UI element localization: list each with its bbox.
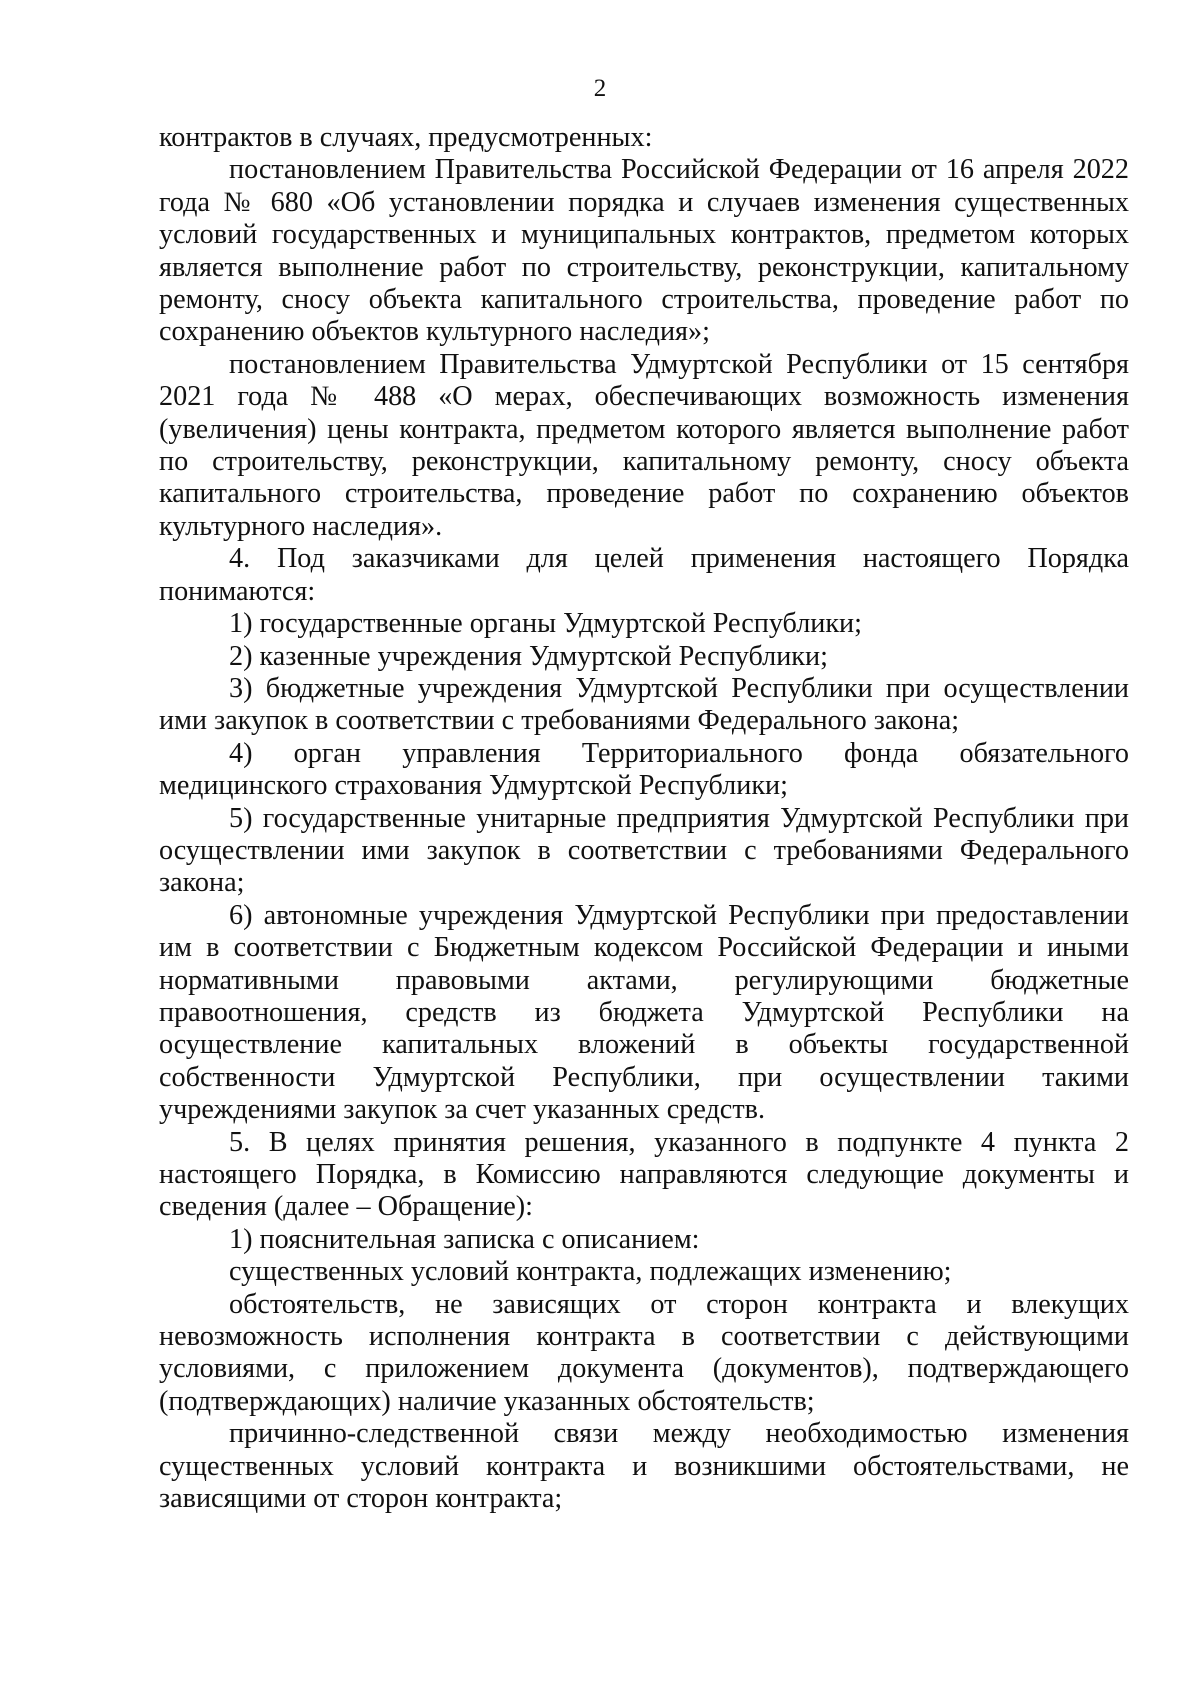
paragraph: контрактов в случаях, предусмотренных:	[159, 122, 653, 153]
paragraph: постановлением Правительства Удмуртской Республики от 15 сентября 2021 года № 488 «О мерах, обеспечивающих возможность изменения (увеличения) цены контракта, предметом которого является выполнение работ по строительству, реконструкции, капитальному ремонту, сносу объекта капитального строительства, проведение работ по сохранению объектов культурного наследия».	[159, 348, 1129, 542]
list-item: 1) государственные органы Удмуртской Республики;	[229, 608, 862, 640]
list-item: 3) бюджетные учреждения Удмуртской Республики при осуществлении ими закупок в соответствии с требованиями Федерального закона;	[159, 672, 1129, 737]
list-item: 6) автономные учреждения Удмуртской Республики при предоставлении им в соответствии с Бюджетным кодексом Российской Федерации и иными нормативными правовыми актами, регулирующими бюджетные правоотношения, средств из бюджета Удмуртской Республики на осуществление капитальных вложений в объекты государственной собственности Удмуртской Республики, при осуществлении такими учреждениями закупок за счет указанных средств.	[159, 899, 1129, 1126]
paragraph: существенных условий контракта, подлежащих изменению;	[229, 1256, 952, 1288]
paragraph: 5. В целях принятия решения, указанного в подпункте 4 пункта 2 настоящего Порядка, в Комиссию направляются следующие документы и сведения (далее – Обращение):	[159, 1126, 1129, 1223]
list-item: 1) пояснительная записка с описанием:	[229, 1223, 700, 1255]
page-number: 2	[593, 75, 607, 102]
paragraph: 4. Под заказчиками для целей применения настоящего Порядка понимаются:	[159, 543, 1129, 607]
list-item: 5) государственные унитарные предприятия Удмуртской Республики при осуществлении ими закупок в соответствии с требованиями Федерального закона;	[159, 802, 1129, 899]
paragraph: причинно-следственной связи между необходимостью изменения существенных условий контракта и возникшими обстоятельствами, не зависящими от сторон контракта;	[159, 1418, 1129, 1515]
paragraph: обстоятельств, не зависящих от сторон контракта и влекущих невозможность исполнения контракта в соответствии с действующими условиями, с приложением документа (документов), подтверждающего (подтверждающих) наличие указанных обстоятельств;	[159, 1288, 1129, 1417]
list-item: 4) орган управления Территориального фонда обязательного медицинского страхования Удмуртской Республики;	[159, 737, 1129, 802]
document-body	[159, 122, 1129, 1515]
list-item: 2) казенные учреждения Удмуртской Республики;	[229, 640, 828, 672]
paragraph: постановлением Правительства Российской Федерации от 16 апреля 2022 года № 680 «Об установлении порядка и случаев изменения существенных условий государственных и муниципальных контрактов, предметом которых является выполнение работ по строительству, реконструкции, капитальному ремонту, сносу объекта капитального строительства, проведение работ по сохранению объектов культурного наследия»;	[159, 154, 1129, 348]
